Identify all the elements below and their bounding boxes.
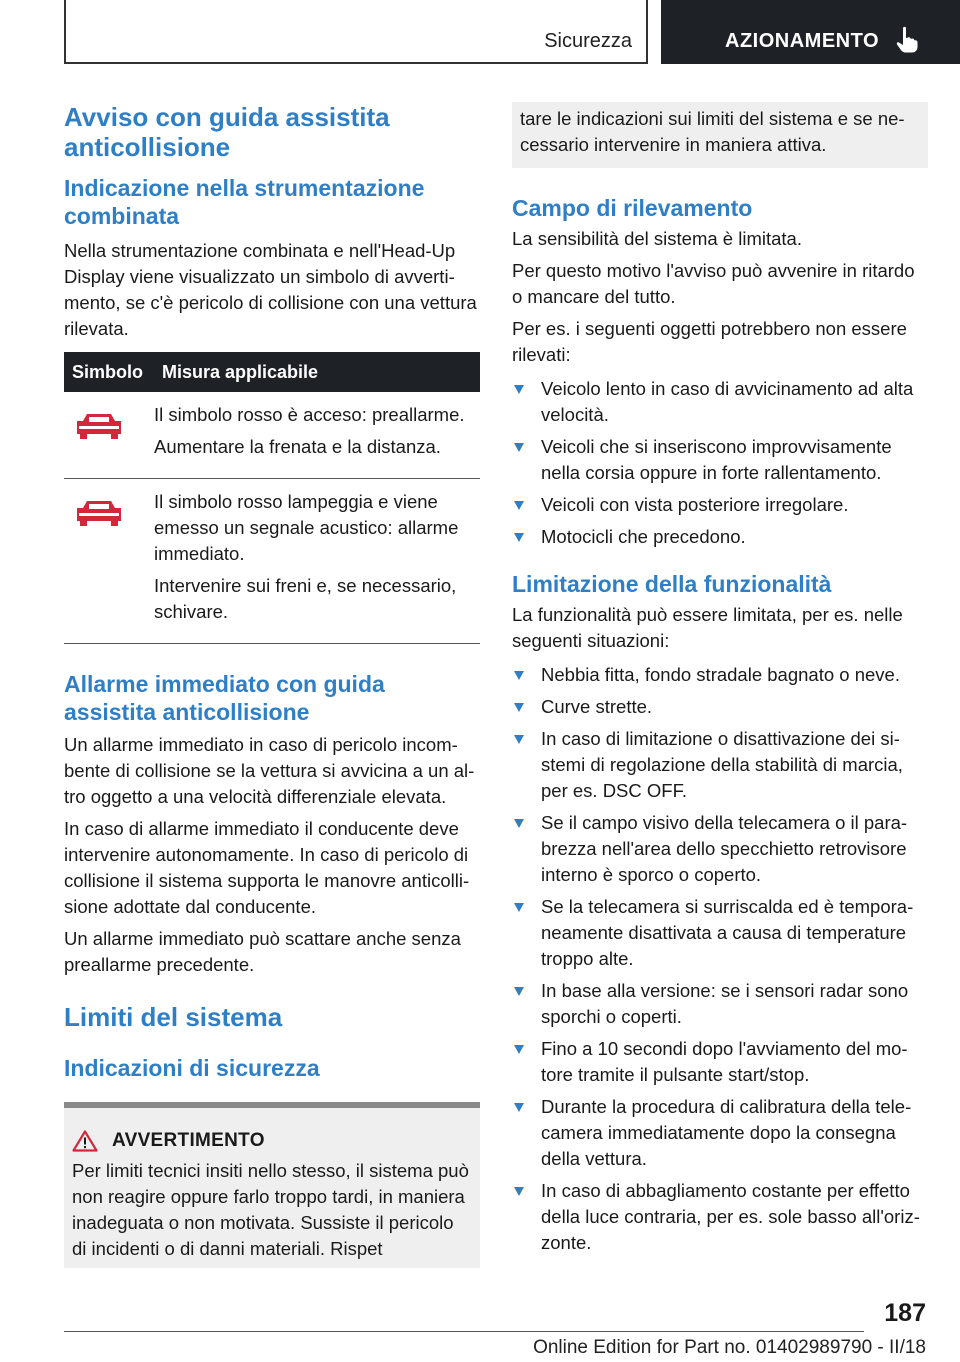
list-item-text: Veicoli con vista posteriore irregolare. — [541, 494, 849, 515]
warning-box-continued — [512, 102, 928, 168]
subheading-safety: Indicazioni di sicurezza — [64, 1055, 320, 1081]
list-item-text: In caso di abbagliamento costante per effetto della luce contraria, per es. sole basso all'orizzonte. — [541, 1180, 920, 1253]
paragraph: Un allarme immediato può scattare anche senza preallarme precedente. — [64, 928, 461, 975]
bullet-triangle-icon — [514, 443, 524, 452]
car-warning-icon — [74, 412, 124, 440]
list-item — [512, 376, 928, 428]
list-item-text: Fino a 10 secondi dopo l'avviamento del motore tramite il pulsante start/stop. — [541, 1038, 908, 1085]
bullet-triangle-icon — [514, 533, 524, 542]
bullet-triangle-icon — [514, 903, 524, 912]
list-item — [512, 524, 928, 550]
bullet-triangle-icon — [514, 501, 524, 510]
list-item-text: Curve strette. — [541, 696, 653, 717]
warning-text: Per limiti tecnici insiti nello stesso, il sistema può non reagire oppure farlo troppo tardi, in maniera inadeguata o non motivata. Sussiste il pericolo di incidenti o di danni materiali. Rispet — [72, 1160, 469, 1259]
list-item-text: Se il campo visivo della telecamera o il parabrezza nell'area dello specchietto retrovisore interno è sporco o coperto. — [541, 812, 908, 885]
measure-line: Il simbolo rosso è acceso: preallarme. — [154, 404, 465, 425]
left-column — [64, 102, 480, 1268]
table-cell-symbol — [64, 392, 154, 479]
header-section-box — [64, 0, 648, 64]
list-item — [512, 662, 928, 688]
table-header-symbol: Simbolo — [64, 352, 154, 392]
warning-text-continued: tare le indicazioni sui limiti del sistema e se necessario intervenire in maniera attiva. — [520, 108, 905, 155]
table-header-row — [64, 352, 480, 392]
list-item — [512, 810, 928, 888]
header-section-title: Sicurezza — [544, 30, 632, 52]
measure-line: Aumentare la frenata e la distanza. — [154, 436, 441, 457]
list-item-text: Nebbia fitta, fondo stradale bagnato o neve. — [541, 664, 900, 685]
warning-box — [64, 1102, 480, 1268]
bullet-triangle-icon — [514, 735, 524, 744]
list-item — [512, 1178, 928, 1256]
list-item — [512, 492, 928, 518]
bullet-triangle-icon — [514, 703, 524, 712]
list-item — [512, 1094, 928, 1172]
limitation-list — [512, 662, 928, 1256]
header-chapter-tab — [661, 0, 960, 64]
heading-system-limits: Limiti del sistema — [64, 1002, 283, 1032]
right-column — [512, 102, 928, 1262]
measure-line: Intervenire sui freni e, se necessario, schivare. — [154, 575, 457, 622]
table-cell-symbol — [64, 479, 154, 644]
paragraph: Per es. i seguenti oggetti potrebbero non essere rilevati: — [512, 318, 907, 365]
list-item-text: Veicolo lento in caso di avvicinamento ad alta velocità. — [541, 378, 914, 425]
subheading-functional-limits: Limitazione della funzionalità — [512, 571, 832, 597]
paragraph: La sensibilità del sistema è limitata. — [512, 228, 802, 249]
list-item — [512, 694, 928, 720]
footer-edition: Online Edition for Part no. 01402989790 - II/18 — [533, 1337, 926, 1358]
paragraph: Per questo motivo l'avviso può avvenire in ritardo o mancare del tutto. — [512, 260, 915, 307]
bullet-triangle-icon — [514, 819, 524, 828]
list-item — [512, 434, 928, 486]
car-warning-icon — [74, 499, 124, 527]
intro-paragraph: Nella strumentazione combinata e nell'Head-Up Display viene visualizzato un simbolo di avvertimento, se c'è pericolo di collisione con una vettura rilevata. — [64, 240, 477, 339]
list-item-text: Durante la procedura di calibratura della telecamera immediatamente dopo la consegna della vettura. — [541, 1096, 912, 1169]
table-cell-measure — [154, 392, 480, 479]
list-item-text: Veicoli che si inseriscono improvvisamente nella corsia oppure in forte rallentamento. — [541, 436, 892, 483]
footer-divider — [64, 1331, 864, 1332]
table-header-measure: Misura applicabile — [154, 352, 480, 392]
pointing-hand-icon — [895, 26, 919, 54]
paragraph: In caso di allarme immediato il conducente deve intervenire autonomamente. In caso di pericolo di collisione il sistema supporta le manovre anticollisione adottate dal conducente. — [64, 818, 470, 917]
list-item — [512, 894, 928, 972]
bullet-triangle-icon — [514, 1045, 524, 1054]
bullet-triangle-icon — [514, 1103, 524, 1112]
table-cell-measure — [154, 479, 480, 644]
subheading-instrument-cluster: Indicazione nella strumentazione combinata — [64, 175, 425, 229]
paragraph: La funzionalità può essere limitata, per es. nelle seguenti situazioni: — [512, 604, 903, 651]
symbol-table — [64, 352, 480, 644]
table-row — [64, 392, 480, 479]
table-row — [64, 479, 480, 644]
section-title: Avviso con guida assistita anticollisione — [64, 102, 390, 162]
warning-triangle-icon — [72, 1130, 98, 1152]
list-item-text: Se la telecamera si surriscalda ed è temporaneamente disattivata a causa di temperature troppo alte. — [541, 896, 914, 969]
list-item — [512, 1036, 928, 1088]
list-item-text: In base alla versione: se i sensori radar sono sporchi o coperti. — [541, 980, 909, 1027]
header-chapter-title: AZIONAMENTO — [725, 30, 880, 52]
warning-title: AVVERTIMENTO — [112, 1130, 265, 1151]
bullet-triangle-icon — [514, 671, 524, 680]
subheading-detection-range: Campo di rilevamento — [512, 195, 753, 221]
list-item — [512, 978, 928, 1030]
measure-line: Il simbolo rosso lampeggia e viene emesso un segnale acustico: allarme immediato. — [154, 491, 459, 564]
warning-header — [72, 1130, 470, 1152]
bullet-triangle-icon — [514, 385, 524, 394]
list-item-text: Motocicli che precedono. — [541, 526, 746, 547]
bullet-triangle-icon — [514, 987, 524, 996]
subheading-immediate-alarm: Allarme immediato con guida assistita anticollisione — [64, 671, 385, 725]
page-number: 187 — [884, 1299, 926, 1327]
paragraph: Un allarme immediato in caso di pericolo incombente di collisione se la vettura si avvicina a un altro oggetto a una velocità differenziale elevata. — [64, 734, 475, 807]
list-item-text: In caso di limitazione o disattivazione dei sistemi di regolazione della stabilità di marcia, per es. DSC OFF. — [541, 728, 903, 801]
bullet-triangle-icon — [514, 1187, 524, 1196]
undetected-objects-list — [512, 376, 928, 550]
list-item — [512, 726, 928, 804]
